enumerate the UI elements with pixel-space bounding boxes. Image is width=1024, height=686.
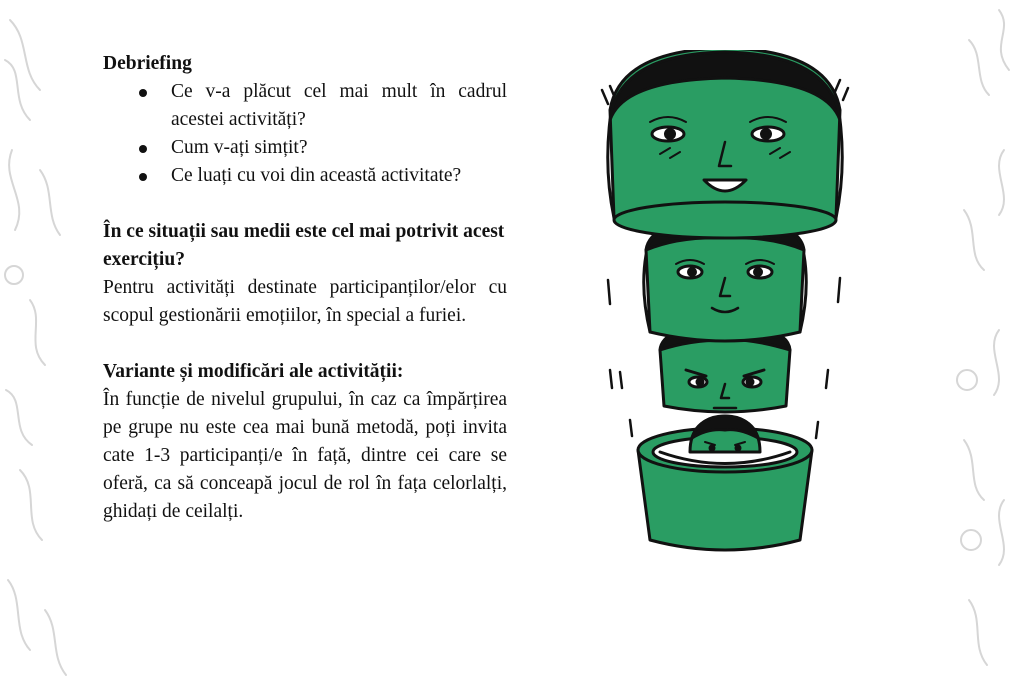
bullet-icon: [139, 173, 147, 181]
situations-body: Pentru activități destinate participanților/elor cu scopul gestionării emoțiilor, în special a furiei.: [103, 277, 507, 326]
bullet-icon: [139, 145, 147, 153]
bullet-icon: [139, 89, 147, 97]
variants-heading: Variante și modificări ale activității:: [103, 361, 404, 382]
debriefing-list: [103, 78, 507, 190]
list-item: Ce luați cu voi din această activitate?: [103, 162, 507, 190]
list-item: Cum v-ați simțit?: [103, 134, 507, 162]
nesting-doll-faces-illustration: [590, 50, 860, 570]
content-column: [103, 50, 507, 526]
decorative-border-left: [0, 0, 95, 686]
situations-heading: În ce situații sau medii este cel mai potrivit acest exercițiu?: [103, 221, 505, 270]
variants-body: În funcție de nivelul grupului, în caz ca împărțirea pe grupe nu este cea mai bună metodă, poți invita cate 1-3 participanți/e în față, dintre cei care se oferă, ca să conceapă jocul de rol în fața celorlalți, ghidați de ceilalți.: [103, 389, 507, 522]
decorative-border-right: [929, 0, 1024, 686]
list-item: Ce v-a plăcut cel mai mult în cadrul acestei activități?: [103, 78, 507, 134]
debriefing-heading: Debriefing: [103, 53, 192, 74]
